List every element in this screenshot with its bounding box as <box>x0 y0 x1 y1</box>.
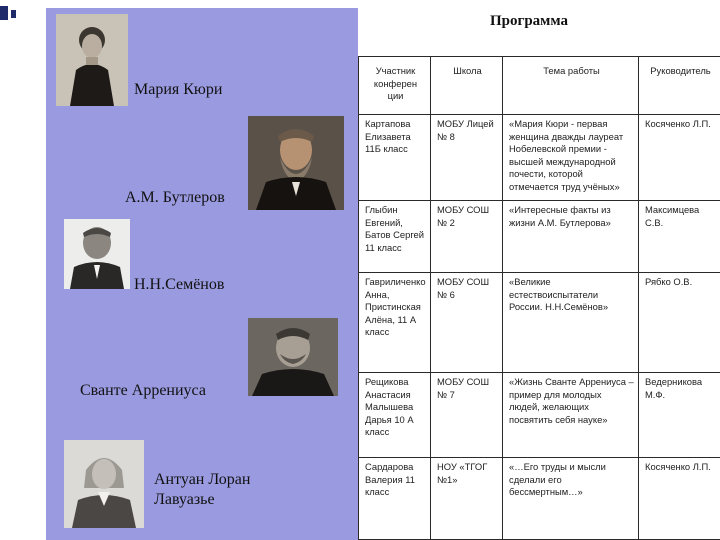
cell-topic: «Великие естествоиспытатели России. Н.Н.Семёнов» <box>503 273 639 373</box>
portrait-butlerov-image <box>248 116 344 210</box>
program-table <box>358 56 720 540</box>
cell-participant: Картапова Елизавета 11Б класс <box>359 115 431 201</box>
portrait-arrhenius-image <box>248 318 338 396</box>
header-supervisor: Руководитель <box>639 57 720 115</box>
cell-participant: Глыбин Евгений, Батов Сергей 11 класс <box>359 201 431 273</box>
cell-supervisor: Косяченко Л.П. <box>639 458 720 540</box>
portrait-curie <box>56 14 128 106</box>
header-school: Школа <box>431 57 503 115</box>
portrait-semenov-image <box>64 219 130 289</box>
name-curie: Мария Кюри <box>134 81 223 98</box>
slide-bullet-marker-small <box>11 10 16 18</box>
name-semenov: Н.Н.Семёнов <box>134 276 225 293</box>
cell-school: НОУ «ТГОГ №1» <box>431 458 503 540</box>
header-participant: Участник конферен ции <box>359 57 431 115</box>
cell-school: МОБУ СОШ № 2 <box>431 201 503 273</box>
cell-topic: «Мария Кюри - первая женщина дважды лауреат Нобелевской премии - высшей международной почести, которой отмечается труд учёных» <box>503 115 639 201</box>
cell-topic: «…Его труды и мысли сделали его бессмертным…» <box>503 458 639 540</box>
table-row <box>359 458 720 540</box>
cell-participant: Рещикова Анастасия Малышева Дарья 10 А класс <box>359 373 431 458</box>
portrait-curie-image <box>56 14 128 106</box>
table-row <box>359 373 720 458</box>
name-arrhenius: Сванте Аррениуса <box>80 382 206 399</box>
portrait-semenov <box>64 219 130 289</box>
cell-supervisor: Максимцева С.В. <box>639 201 720 273</box>
cell-supervisor: Косяченко Л.П. <box>639 115 720 201</box>
portrait-arrhenius <box>248 318 338 396</box>
name-lavoisier: Антуан Лоран Лавуазье <box>154 471 251 508</box>
cell-supervisor: Рябко О.В. <box>639 273 720 373</box>
header-topic: Тема работы <box>503 57 639 115</box>
cell-school: МОБУ Лицей № 8 <box>431 115 503 201</box>
portrait-lavoisier-image <box>64 440 144 528</box>
program-title: Программа <box>490 13 568 29</box>
left-margin-strip <box>17 8 46 540</box>
cell-participant: Сардарова Валерия 11 класс <box>359 458 431 540</box>
table-row <box>359 115 720 201</box>
table-row <box>359 201 720 273</box>
cell-participant: Гавриличенко Анна, Пристинская Алёна, 11 А класс <box>359 273 431 373</box>
table-row <box>359 273 720 373</box>
portrait-lavoisier <box>64 440 144 528</box>
cell-supervisor: Ведерникова М.Ф. <box>639 373 720 458</box>
cell-topic: «Жизнь Сванте Аррениуса – пример для молодых людей, желающих посвятить себя науке» <box>503 373 639 458</box>
table-header-row <box>359 57 720 115</box>
cell-school: МОБУ СОШ № 7 <box>431 373 503 458</box>
slide-bullet-marker <box>0 6 8 20</box>
portrait-butlerov <box>248 116 344 210</box>
cell-topic: «Интересные факты из жизни А.М. Бутлерова» <box>503 201 639 273</box>
cell-school: МОБУ СОШ № 6 <box>431 273 503 373</box>
name-butlerov: А.М. Бутлеров <box>125 189 225 206</box>
